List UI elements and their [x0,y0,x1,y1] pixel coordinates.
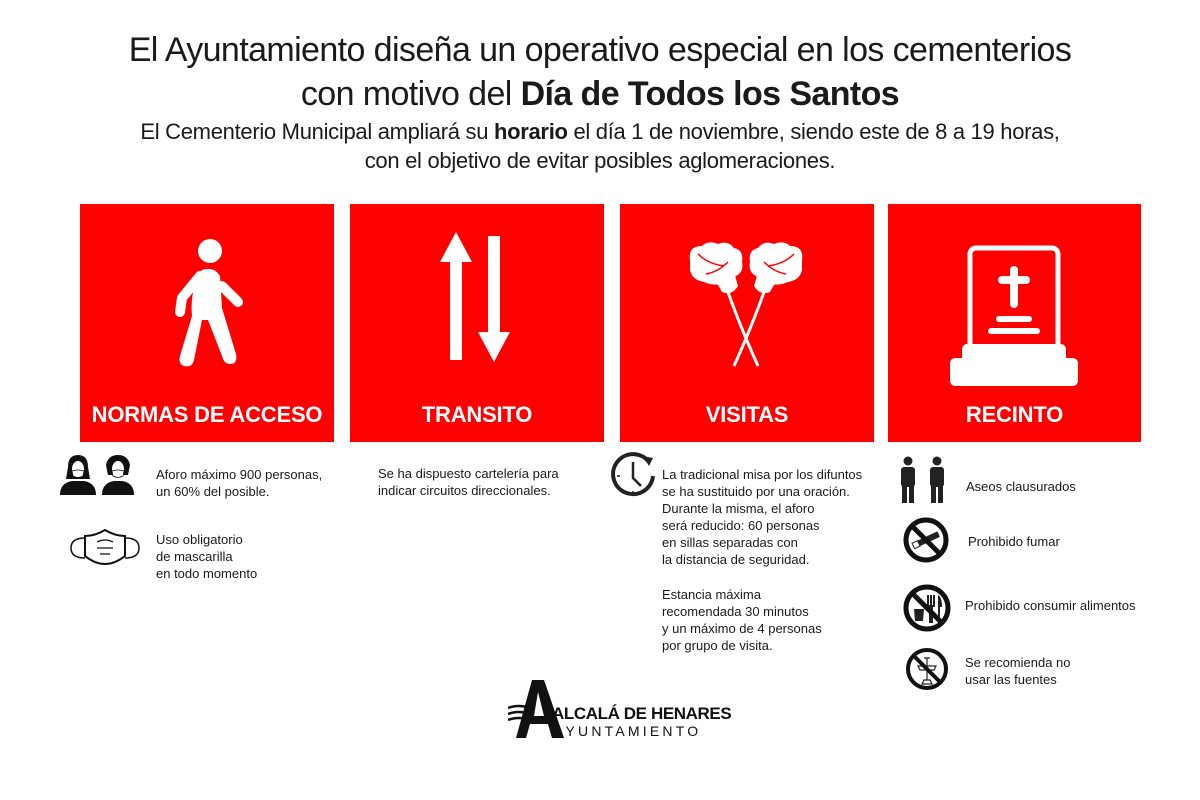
note-line: recomendada 30 minutos [662,604,809,619]
note-line: Durante la misma, el aforo [662,501,815,516]
note-line: Uso obligatorio [156,532,243,547]
alcala-logo [508,678,748,742]
masked-people-icon [60,455,140,495]
recinto-note-aseos [966,478,1076,495]
note-line: Estancia máxima [662,587,761,602]
title-line-2 [0,72,1200,116]
tile-label: VISITAS [705,402,789,427]
recinto-note-fumar [968,533,1060,550]
tile-normas-de-acceso [80,204,334,442]
recinto-note-fuentes [965,654,1071,688]
title-line-1: El Ayuntamiento diseña un operativo especial en los cementerios [128,31,1072,69]
note-line: indicar circuitos direccionales. [378,483,551,498]
visitas-note-misa [662,466,862,568]
note-line: será reducido: 60 personas [662,518,820,533]
tile-label: NORMAS DE ACCESO [91,402,323,427]
note-line: usar las fuentes [965,672,1057,687]
no-food-icon [902,583,952,633]
tile-label: RECINTO [965,402,1064,427]
note-line: La tradicional misa por los difuntos [662,467,863,482]
walking-person-icon [172,236,244,376]
note-line: en todo momento [156,566,258,581]
normas-note-aforo [156,466,322,500]
note-line: de mascarilla [156,549,233,564]
title-line-2-bold: Día de Todos los Santos [520,75,900,113]
sub-line-2: con el objetivo de evitar posibles aglomeraciones. [364,148,836,173]
note-line: se ha sustituido por una oración. [662,484,850,499]
logo-name: ALCALÁ DE HENARES [552,704,732,723]
restroom-people-icon [898,456,950,504]
note-line: Se ha dispuesto cartelería para [378,466,559,481]
carnations-icon [684,240,808,372]
note-line: Prohibido consumir alimentos [965,598,1136,613]
tile-transito [350,204,604,442]
note-line: Aseos clausurados [966,479,1076,494]
no-fountain-icon [904,646,950,692]
clock-icon [609,452,657,500]
tile-visitas [620,204,874,442]
note-line: por grupo de visita. [662,638,773,653]
tile-recinto [888,204,1141,442]
face-mask-icon [69,528,141,566]
headline [0,28,1200,116]
note-line: Prohibido fumar [968,534,1060,549]
visitas-note-estancia [662,586,822,654]
title-line-2-prefix: con motivo del [300,75,521,113]
note-line: Se recomienda no [965,655,1071,670]
two-way-arrows-icon [438,232,518,364]
transito-note [378,465,559,499]
note-line: y un máximo de 4 personas [662,621,822,636]
normas-note-mascarilla [156,531,257,582]
sub-line-1 [0,117,1200,146]
recinto-note-alimentos [965,597,1136,614]
no-smoking-icon [902,516,950,564]
note-line: un 60% del posible. [156,484,270,499]
note-line: Aforo máximo 900 personas, [156,467,323,482]
note-line: en sillas separadas con [662,535,798,550]
tombstone-icon [946,244,1082,388]
sub-line-1-bold: horario [493,119,568,144]
tile-label: TRANSITO [421,402,533,427]
subheadline [0,117,1200,175]
sub-line-1-prefix: El Cementerio Municipal ampliará su [140,119,494,144]
note-line: la distancia de seguridad. [662,552,810,567]
sub-line-1-suffix: el día 1 de noviembre, siendo este de 8 a 19 horas, [567,119,1060,144]
logo-sub: AYUNTAMIENTO [554,723,702,739]
